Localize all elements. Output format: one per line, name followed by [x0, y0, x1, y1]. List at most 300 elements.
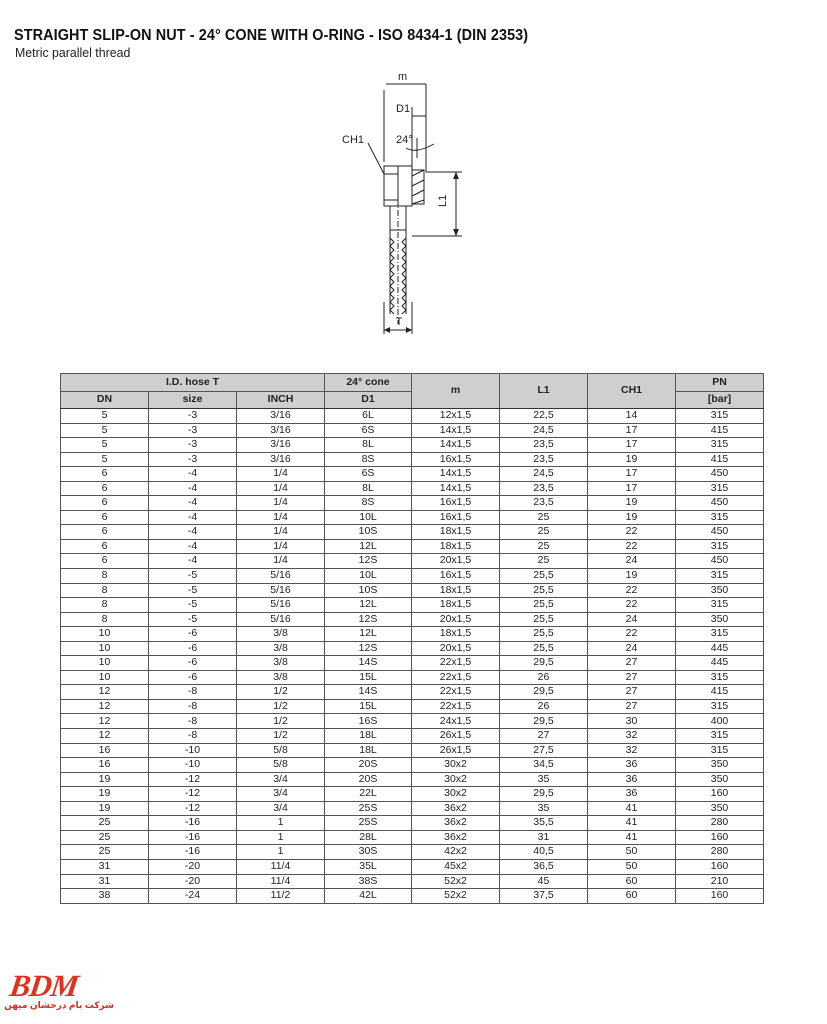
cell-l1: 25 [500, 539, 588, 554]
page-title: STRAIGHT SLIP-ON NUT - 24° CONE WITH O-RING - ISO 8434-1 (DIN 2353) [14, 27, 529, 44]
cell-m: 12x1,5 [412, 409, 500, 424]
cell-dn: 5 [61, 423, 149, 438]
cell-size: -4 [149, 467, 237, 482]
cell-pn: 350 [676, 801, 764, 816]
table-row [61, 787, 764, 802]
cell-l1: 35 [500, 772, 588, 787]
cell-d1: 12L [325, 627, 412, 642]
cell-dn: 5 [61, 409, 149, 424]
cell-ch1: 17 [588, 481, 676, 496]
table-row [61, 510, 764, 525]
fitting-technical-drawing [330, 62, 470, 342]
header-pn: PN [676, 374, 764, 392]
cell-d1: 22L [325, 787, 412, 802]
cell-d1: 15L [325, 699, 412, 714]
cell-dn: 10 [61, 670, 149, 685]
table-row [61, 539, 764, 554]
cell-l1: 45 [500, 874, 588, 889]
cell-d1: 6S [325, 423, 412, 438]
cell-inch: 11/4 [237, 859, 325, 874]
cell-ch1: 50 [588, 859, 676, 874]
cell-inch: 5/8 [237, 743, 325, 758]
table-row [61, 423, 764, 438]
cell-size: -10 [149, 743, 237, 758]
cell-pn: 350 [676, 772, 764, 787]
cell-m: 30x2 [412, 787, 500, 802]
page-subtitle: Metric parallel thread [15, 45, 131, 60]
header-inch: INCH [237, 392, 325, 409]
table-row [61, 859, 764, 874]
cell-pn: 315 [676, 627, 764, 642]
specification-table [60, 373, 764, 904]
cell-size: -16 [149, 830, 237, 845]
cell-d1: 25S [325, 801, 412, 816]
cell-size: -12 [149, 772, 237, 787]
cell-inch: 3/8 [237, 641, 325, 656]
table-row [61, 496, 764, 511]
cell-m: 18x1,5 [412, 627, 500, 642]
cell-inch: 1/4 [237, 554, 325, 569]
cell-dn: 19 [61, 801, 149, 816]
cell-size: -4 [149, 539, 237, 554]
cell-pn: 315 [676, 729, 764, 744]
cell-dn: 12 [61, 685, 149, 700]
cell-d1: 12L [325, 598, 412, 613]
cell-l1: 25,5 [500, 569, 588, 584]
cell-inch: 1/4 [237, 496, 325, 511]
table-row [61, 452, 764, 467]
table-row [61, 409, 764, 424]
header-pn-unit: [bar] [676, 392, 764, 409]
cell-m: 16x1,5 [412, 496, 500, 511]
cell-size: -16 [149, 816, 237, 831]
cell-m: 18x1,5 [412, 539, 500, 554]
table-row [61, 554, 764, 569]
cell-size: -3 [149, 409, 237, 424]
cell-inch: 3/16 [237, 423, 325, 438]
cell-pn: 415 [676, 685, 764, 700]
logo-tagline: شرکت بام درخشان میهن [4, 1000, 114, 1010]
cell-size: -8 [149, 729, 237, 744]
cell-ch1: 32 [588, 743, 676, 758]
cell-pn: 315 [676, 743, 764, 758]
cell-l1: 25,5 [500, 583, 588, 598]
cell-d1: 15L [325, 670, 412, 685]
cell-l1: 22,5 [500, 409, 588, 424]
cell-l1: 25 [500, 510, 588, 525]
cell-size: -4 [149, 496, 237, 511]
cell-size: -20 [149, 874, 237, 889]
table-row [61, 525, 764, 540]
cell-m: 22x1,5 [412, 699, 500, 714]
cell-m: 36x2 [412, 830, 500, 845]
cell-m: 18x1,5 [412, 583, 500, 598]
header-dn: DN [61, 392, 149, 409]
drawing-label-t: T [395, 316, 403, 328]
cell-size: -6 [149, 656, 237, 671]
cell-m: 16x1,5 [412, 510, 500, 525]
cell-size: -4 [149, 525, 237, 540]
cell-inch: 1/2 [237, 729, 325, 744]
cell-d1: 12S [325, 554, 412, 569]
cell-inch: 3/8 [237, 670, 325, 685]
cell-d1: 14S [325, 685, 412, 700]
cell-l1: 35 [500, 801, 588, 816]
table-row [61, 758, 764, 773]
cell-pn: 450 [676, 496, 764, 511]
cell-l1: 25,5 [500, 612, 588, 627]
cell-pn: 315 [676, 510, 764, 525]
cell-l1: 25,5 [500, 627, 588, 642]
cell-inch: 1 [237, 845, 325, 860]
table-row [61, 699, 764, 714]
table-body [61, 409, 764, 904]
cell-ch1: 22 [588, 598, 676, 613]
cell-pn: 280 [676, 845, 764, 860]
header-ch1: CH1 [588, 374, 676, 409]
header-cone: 24° cone [325, 374, 412, 392]
drawing-label-l1: L1 [437, 194, 449, 207]
cell-pn: 315 [676, 409, 764, 424]
cell-pn: 315 [676, 539, 764, 554]
cell-pn: 350 [676, 583, 764, 598]
cell-dn: 16 [61, 758, 149, 773]
cell-inch: 1/4 [237, 525, 325, 540]
table-row [61, 874, 764, 889]
table-row [61, 714, 764, 729]
cell-m: 52x2 [412, 874, 500, 889]
cell-size: -8 [149, 699, 237, 714]
cell-d1: 20S [325, 772, 412, 787]
cell-size: -5 [149, 598, 237, 613]
table-row [61, 729, 764, 744]
cell-m: 20x1,5 [412, 641, 500, 656]
cell-inch: 3/16 [237, 438, 325, 453]
company-logo [4, 968, 120, 1020]
cell-dn: 6 [61, 510, 149, 525]
cell-l1: 26 [500, 699, 588, 714]
cell-size: -16 [149, 845, 237, 860]
cell-l1: 36,5 [500, 859, 588, 874]
cell-l1: 24,5 [500, 467, 588, 482]
cell-ch1: 27 [588, 656, 676, 671]
cell-pn: 315 [676, 670, 764, 685]
cell-m: 16x1,5 [412, 452, 500, 467]
cell-l1: 27 [500, 729, 588, 744]
cell-d1: 35L [325, 859, 412, 874]
cell-dn: 31 [61, 859, 149, 874]
cell-ch1: 36 [588, 772, 676, 787]
cell-pn: 315 [676, 598, 764, 613]
cell-inch: 5/16 [237, 612, 325, 627]
cell-dn: 6 [61, 496, 149, 511]
logo-mark: BDM [7, 968, 81, 1003]
cell-ch1: 17 [588, 438, 676, 453]
cell-m: 42x2 [412, 845, 500, 860]
cell-l1: 29,5 [500, 787, 588, 802]
cell-m: 16x1,5 [412, 569, 500, 584]
cell-size: -4 [149, 481, 237, 496]
cell-ch1: 22 [588, 583, 676, 598]
cell-size: -20 [149, 859, 237, 874]
cell-m: 22x1,5 [412, 670, 500, 685]
cell-dn: 25 [61, 845, 149, 860]
cell-dn: 19 [61, 772, 149, 787]
cell-inch: 5/16 [237, 583, 325, 598]
cell-pn: 160 [676, 787, 764, 802]
cell-d1: 25S [325, 816, 412, 831]
cell-l1: 25,5 [500, 598, 588, 613]
cell-inch: 3/4 [237, 772, 325, 787]
cell-pn: 450 [676, 525, 764, 540]
cell-l1: 27,5 [500, 743, 588, 758]
drawing-label-m: m [398, 71, 408, 83]
table-row [61, 670, 764, 685]
cell-size: -5 [149, 612, 237, 627]
cell-ch1: 36 [588, 758, 676, 773]
cell-inch: 1/2 [237, 685, 325, 700]
cell-dn: 8 [61, 583, 149, 598]
cell-inch: 3/8 [237, 656, 325, 671]
header-m: m [412, 374, 500, 409]
cell-pn: 160 [676, 830, 764, 845]
cell-l1: 24,5 [500, 423, 588, 438]
cell-size: -4 [149, 554, 237, 569]
cell-size: -24 [149, 889, 237, 904]
drawing-label-d1: D1 [396, 103, 411, 115]
cell-m: 30x2 [412, 758, 500, 773]
cell-d1: 20S [325, 758, 412, 773]
cell-d1: 12S [325, 641, 412, 656]
cell-m: 22x1,5 [412, 685, 500, 700]
cell-pn: 315 [676, 481, 764, 496]
cell-ch1: 17 [588, 423, 676, 438]
header-d1: D1 [325, 392, 412, 409]
drawing-label-angle: 24° [396, 134, 413, 146]
cell-inch: 5/16 [237, 598, 325, 613]
cell-size: -6 [149, 627, 237, 642]
cell-m: 26x1,5 [412, 743, 500, 758]
cell-d1: 10L [325, 569, 412, 584]
cell-m: 20x1,5 [412, 554, 500, 569]
cell-m: 26x1,5 [412, 729, 500, 744]
cell-ch1: 60 [588, 889, 676, 904]
cell-d1: 30S [325, 845, 412, 860]
header-size: size [149, 392, 237, 409]
cell-dn: 8 [61, 569, 149, 584]
cell-ch1: 22 [588, 525, 676, 540]
cell-d1: 6L [325, 409, 412, 424]
cell-l1: 23,5 [500, 438, 588, 453]
cell-l1: 35,5 [500, 816, 588, 831]
cell-dn: 10 [61, 641, 149, 656]
cell-l1: 25 [500, 554, 588, 569]
cell-dn: 38 [61, 889, 149, 904]
table-row [61, 598, 764, 613]
cell-dn: 12 [61, 729, 149, 744]
cell-dn: 25 [61, 830, 149, 845]
cell-ch1: 30 [588, 714, 676, 729]
cell-ch1: 60 [588, 874, 676, 889]
cell-inch: 3/4 [237, 801, 325, 816]
cell-dn: 12 [61, 714, 149, 729]
cell-m: 14x1,5 [412, 467, 500, 482]
cell-l1: 31 [500, 830, 588, 845]
cell-l1: 37,5 [500, 889, 588, 904]
cell-l1: 29,5 [500, 714, 588, 729]
cell-inch: 3/4 [237, 787, 325, 802]
cell-inch: 5/8 [237, 758, 325, 773]
cell-dn: 6 [61, 525, 149, 540]
cell-d1: 12L [325, 539, 412, 554]
cell-pn: 450 [676, 467, 764, 482]
cell-pn: 210 [676, 874, 764, 889]
cell-ch1: 24 [588, 612, 676, 627]
table-row [61, 627, 764, 642]
cell-size: -3 [149, 423, 237, 438]
cell-inch: 1/4 [237, 481, 325, 496]
cell-l1: 25,5 [500, 641, 588, 656]
cell-d1: 6S [325, 467, 412, 482]
cell-inch: 1/4 [237, 467, 325, 482]
cell-m: 18x1,5 [412, 525, 500, 540]
cell-ch1: 17 [588, 467, 676, 482]
cell-ch1: 36 [588, 787, 676, 802]
cell-pn: 315 [676, 699, 764, 714]
cell-m: 14x1,5 [412, 481, 500, 496]
table-row [61, 569, 764, 584]
cell-ch1: 41 [588, 801, 676, 816]
cell-l1: 23,5 [500, 496, 588, 511]
cell-l1: 26 [500, 670, 588, 685]
cell-size: -10 [149, 758, 237, 773]
cell-size: -8 [149, 714, 237, 729]
cell-l1: 25 [500, 525, 588, 540]
cell-pn: 160 [676, 889, 764, 904]
cell-pn: 450 [676, 554, 764, 569]
cell-pn: 350 [676, 612, 764, 627]
cell-m: 22x1,5 [412, 656, 500, 671]
cell-pn: 350 [676, 758, 764, 773]
cell-inch: 1/2 [237, 714, 325, 729]
cell-m: 24x1,5 [412, 714, 500, 729]
cell-size: -3 [149, 452, 237, 467]
cell-d1: 8L [325, 481, 412, 496]
cell-d1: 10S [325, 583, 412, 598]
cell-m: 36x2 [412, 801, 500, 816]
cell-ch1: 22 [588, 627, 676, 642]
cell-ch1: 22 [588, 539, 676, 554]
cell-dn: 6 [61, 539, 149, 554]
cell-pn: 445 [676, 656, 764, 671]
cell-size: -5 [149, 583, 237, 598]
header-l1: L1 [500, 374, 588, 409]
cell-d1: 8S [325, 452, 412, 467]
cell-pn: 445 [676, 641, 764, 656]
cell-ch1: 27 [588, 670, 676, 685]
cell-inch: 11/2 [237, 889, 325, 904]
cell-dn: 16 [61, 743, 149, 758]
cell-ch1: 24 [588, 554, 676, 569]
cell-pn: 315 [676, 438, 764, 453]
cell-inch: 1/4 [237, 510, 325, 525]
cell-size: -8 [149, 685, 237, 700]
cell-size: -5 [149, 569, 237, 584]
cell-dn: 10 [61, 627, 149, 642]
cell-dn: 8 [61, 598, 149, 613]
cell-ch1: 27 [588, 685, 676, 700]
cell-size: -12 [149, 787, 237, 802]
cell-inch: 3/16 [237, 452, 325, 467]
cell-m: 36x2 [412, 816, 500, 831]
cell-d1: 38S [325, 874, 412, 889]
table-row [61, 641, 764, 656]
cell-ch1: 19 [588, 452, 676, 467]
cell-size: -6 [149, 670, 237, 685]
cell-pn: 415 [676, 423, 764, 438]
cell-ch1: 32 [588, 729, 676, 744]
table-row [61, 438, 764, 453]
cell-dn: 5 [61, 452, 149, 467]
table-row [61, 889, 764, 904]
cell-l1: 29,5 [500, 685, 588, 700]
table-row [61, 743, 764, 758]
cell-ch1: 14 [588, 409, 676, 424]
cell-m: 30x2 [412, 772, 500, 787]
cell-ch1: 41 [588, 830, 676, 845]
cell-pn: 160 [676, 859, 764, 874]
cell-dn: 6 [61, 554, 149, 569]
cell-ch1: 27 [588, 699, 676, 714]
cell-d1: 42L [325, 889, 412, 904]
table-row [61, 685, 764, 700]
cell-inch: 1/4 [237, 539, 325, 554]
cell-size: -12 [149, 801, 237, 816]
cell-inch: 5/16 [237, 569, 325, 584]
cell-dn: 6 [61, 467, 149, 482]
table-row [61, 656, 764, 671]
cell-d1: 12S [325, 612, 412, 627]
table-row [61, 830, 764, 845]
table-row [61, 772, 764, 787]
cell-inch: 3/16 [237, 409, 325, 424]
cell-inch: 1 [237, 816, 325, 831]
table-row [61, 801, 764, 816]
table-row [61, 845, 764, 860]
cell-l1: 34,5 [500, 758, 588, 773]
cell-d1: 16S [325, 714, 412, 729]
drawing-label-ch1: CH1 [342, 134, 365, 146]
cell-size: -6 [149, 641, 237, 656]
cell-d1: 8S [325, 496, 412, 511]
cell-dn: 12 [61, 699, 149, 714]
cell-inch: 1/2 [237, 699, 325, 714]
cell-ch1: 41 [588, 816, 676, 831]
cell-ch1: 19 [588, 496, 676, 511]
cell-dn: 10 [61, 656, 149, 671]
cell-dn: 19 [61, 787, 149, 802]
table-row [61, 467, 764, 482]
cell-l1: 29,5 [500, 656, 588, 671]
cell-ch1: 19 [588, 569, 676, 584]
cell-inch: 11/4 [237, 874, 325, 889]
cell-m: 45x2 [412, 859, 500, 874]
cell-size: -4 [149, 510, 237, 525]
cell-size: -3 [149, 438, 237, 453]
cell-m: 20x1,5 [412, 612, 500, 627]
cell-dn: 31 [61, 874, 149, 889]
cell-d1: 10L [325, 510, 412, 525]
